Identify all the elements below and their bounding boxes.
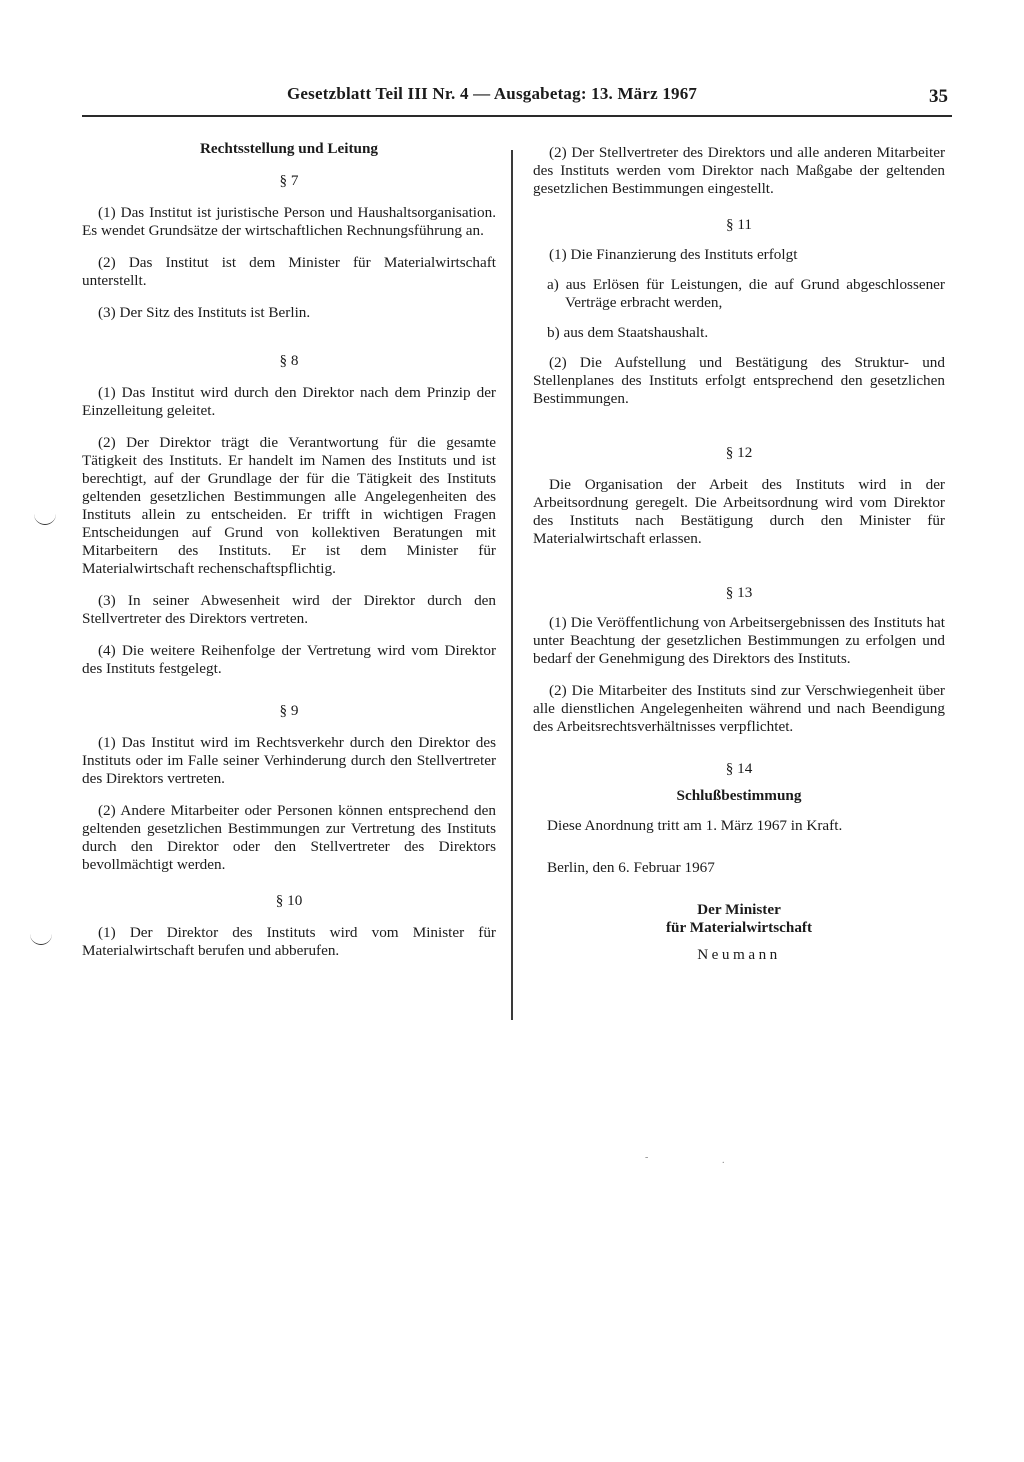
paragraph: (3) In seiner Abwesenheit wird der Direktor durch den Stellvertreter des Direktors vertreten. xyxy=(82,592,496,627)
margin-check-mark xyxy=(30,930,52,945)
paragraph: (1) Das Institut wird durch den Direktor nach dem Prinzip der Einzelleitung geleitet. xyxy=(82,384,496,419)
paragraph: Die Organisation der Arbeit des Instituts wird in der Arbeitsordnung geregelt. Die Arbeitsordnung wird vom Direktor des Instituts nach Bestätigung durch den Minister für Materialwirtschaft erlassen. xyxy=(533,476,945,547)
section-title-9: § 9 xyxy=(279,702,299,719)
section-title-10: § 10 xyxy=(275,892,303,909)
paragraph: (2) Der Direktor trägt die Verantwortung für die gesamte Tätigkeit des Instituts. Er handelt im Namen des Instituts und ist berechtigt, auf der Grundlage der für die Tätigkeit des Instituts geltenden gesetzlichen Bestimmungen alle Angelegenheiten des Instituts allein zu entscheiden. Er trifft in wichtigen Fragen Entscheidungen auf Grund von kollektiven Beratungen mit Mitarbeitern des Instituts. Er ist dem Minister für Materialwirtschaft rechenschaftspflichtig. xyxy=(82,434,496,577)
paragraph: (1) Das Institut wird im Rechtsverkehr durch den Direktor des Instituts oder im Falle seiner Verhinderung durch den Stellvertreter des Direktors vertreten. xyxy=(82,734,496,787)
scan-speck: . xyxy=(722,1155,725,1166)
chapter-heading: Rechtsstellung und Leitung xyxy=(199,140,379,157)
section-title-8: § 8 xyxy=(279,352,299,369)
paragraph: (4) Die weitere Reihenfolge der Vertretung wird vom Direktor des Instituts festgelegt. xyxy=(82,642,496,677)
paragraph: Diese Anordnung tritt am 1. März 1967 in Kraft. xyxy=(547,817,843,834)
margin-check-mark xyxy=(34,510,56,525)
section-title-14: § 14 xyxy=(725,760,753,777)
signature-title: Der Minister xyxy=(697,901,781,918)
left-column xyxy=(82,140,496,960)
right-column xyxy=(533,144,945,964)
section-title-12: § 12 xyxy=(725,444,753,461)
paragraph: (1) Die Veröffentlichung von Arbeitsergebnissen des Instituts hat unter Beachtung der gesetzlichen Bestimmungen zu erfolgen und bedarf der Genehmigung des Direktors des Instituts. xyxy=(533,614,945,667)
paragraph: (2) Die Aufstellung und Bestätigung des Struktur- und Stellenplanes des Instituts erfolgt entsprechend den gesetzlichen Bestimmungen. xyxy=(533,354,945,407)
paragraph: (1) Der Direktor des Instituts wird vom Minister für Materialwirtschaft berufen und abberufen. xyxy=(82,924,496,959)
section-title-11: § 11 xyxy=(725,216,752,233)
section-title-13: § 13 xyxy=(725,584,753,601)
signature-name: Neumann xyxy=(697,946,781,963)
paragraph: (3) Der Sitz des Instituts ist Berlin. xyxy=(98,304,311,321)
page-number: 35 xyxy=(929,86,948,107)
list-item: b) aus dem Staatshaushalt. xyxy=(547,324,709,341)
list-item: a) aus Erlösen für Leistungen, die auf Grund abgeschlossener Verträge erbracht werden, xyxy=(547,276,945,311)
section-subtitle: Schlußbestimmung xyxy=(676,787,802,804)
page-header xyxy=(82,84,952,114)
scan-speck: - xyxy=(645,1152,649,1163)
paragraph: (2) Der Stellvertreter des Direktors und alle anderen Mitarbeiter des Instituts werden vom Direktor nach Maßgabe der geltenden gesetzlichen Bestimmungen eingestellt. xyxy=(533,144,945,197)
section-title-7: § 7 xyxy=(279,172,299,189)
date-line: Berlin, den 6. Februar 1967 xyxy=(547,859,715,876)
column-divider xyxy=(511,150,513,1020)
paragraph: (2) Die Mitarbeiter des Instituts sind zur Verschwiegenheit über alle dienstlichen Angelegenheiten während und nach Beendigung des Arbeitsrechtsverhältnisses verpflichtet. xyxy=(533,682,945,735)
signature-office: für Materialwirtschaft xyxy=(665,919,813,936)
paragraph: (2) Andere Mitarbeiter oder Personen können entsprechend den geltenden gesetzlichen Bestimmungen zur Vertretung des Instituts durch den Direktor oder den Stellvertreter des Direktors bevollmächtigt werden. xyxy=(82,802,496,873)
header-title: Gesetzblatt Teil III Nr. 4 — Ausgabetag: 13. März 1967 xyxy=(287,84,698,103)
paragraph: (1) Das Institut ist juristische Person und Haushaltsorganisation. Es wendet Grundsätze der wirtschaftlichen Rechnungsführung an. xyxy=(82,204,496,239)
header-rule xyxy=(82,115,952,117)
paragraph: (1) Die Finanzierung des Instituts erfolgt xyxy=(549,246,798,263)
paragraph: (2) Das Institut ist dem Minister für Materialwirtschaft unterstellt. xyxy=(82,254,496,289)
